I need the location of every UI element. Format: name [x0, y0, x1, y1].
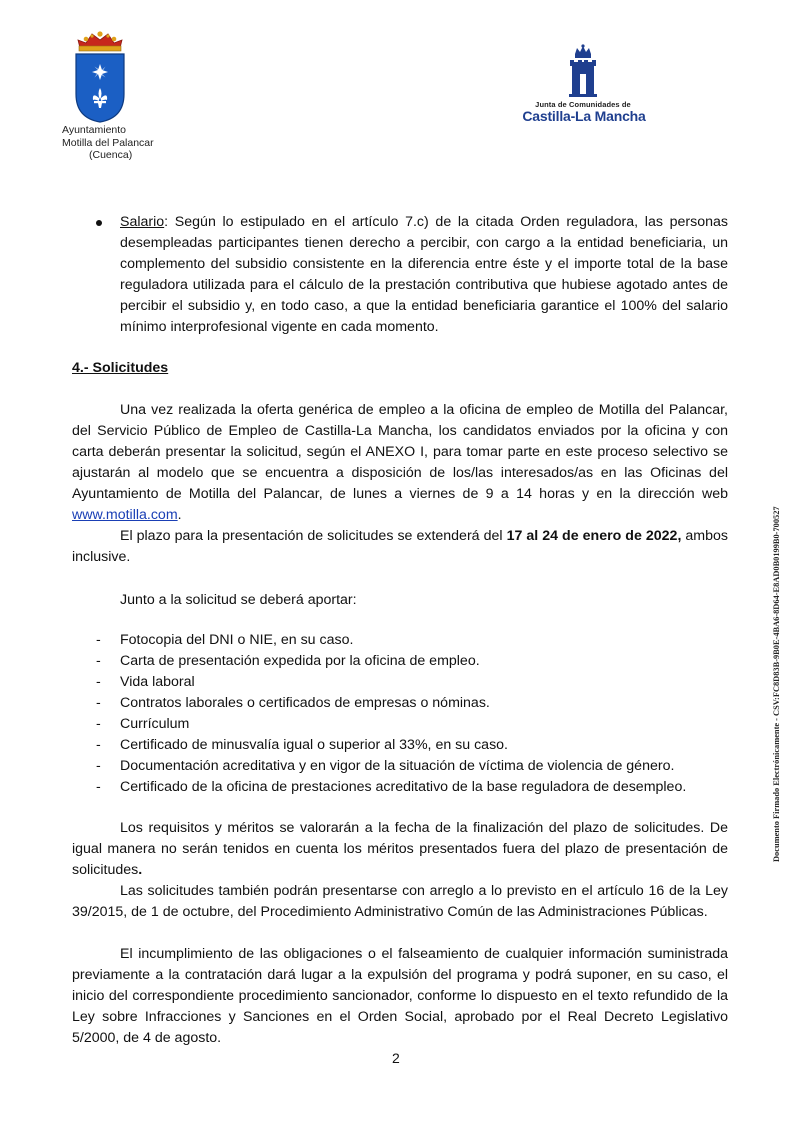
salario-bullet [96, 212, 728, 338]
municipality-line2: Motilla del Palancar [62, 136, 154, 149]
paragraph-oferta [72, 400, 728, 526]
jccm-emblem-logo [566, 44, 600, 100]
page-number: 2 [392, 1050, 400, 1066]
paragraph-requisitos-end: . [138, 862, 143, 878]
paragraph-requisitos-text: Los requisitos y méritos se valorarán a la fecha de la finalización del plazo de solicitudes. De igual manera no serán tenidos en cuenta los méritos presentados fuera del plazo de presentación de solicitudes [72, 820, 728, 878]
electronic-signature-stamp: Documento Firmado Electrónicamente - CSV:FC8D83B-9B0E-4BA6-8D64-E8AD0B0199B0-700527 [772, 506, 781, 862]
list-item: - Currículum [96, 716, 190, 732]
deadline-dates: 17 al 24 de enero de 2022, [506, 528, 682, 544]
salario-label: Salario [120, 214, 165, 230]
municipality-line3: (Cuenca) [89, 149, 133, 161]
jccm-caption-title: Castilla-La Mancha [522, 108, 646, 124]
paragraph-incumplimiento: El incumplimiento de las obligaciones o el falseamiento de cualquier información suministrada previamente a la contratación dará lugar a la expulsión del programa y podrá suponer, en su caso, el inicio del correspondiente procedimiento sancionador, conforme lo dispuesto en el texto refundido de la Ley sobre Infracciones y Sanciones en el Orden Social, aprobado por el Real Decreto Legislativo 5/2000, de 4 de agosto. [72, 946, 728, 1046]
list-item: - Certificado de la oficina de prestaciones acreditativo de la base reguladora de desempleo. [96, 779, 687, 795]
list-item: - Documentación acreditativa y en vigor de la situación de víctima de violencia de género. [96, 758, 675, 774]
paragraph-plazo-pre: El plazo para la presentación de solicitudes se extenderá del [120, 528, 507, 544]
paragraph-oferta-end: . [177, 507, 182, 523]
salario-text: : Según lo estipulado en el artículo 7.c) de la citada Orden reguladora, las personas desempleadas participantes tienen derecho a percibir, con cargo a la entidad beneficiaria, un complemento del subsidio consistente en la diferencia entre éste y el importe total de la base reguladora utilizada para el cálculo de la prestación contributiva que hubiese agotado antes de percibir el subsidio y, en todo caso, a que la entidad beneficiaria garantice el 100% del salario mínimo interprofesional vigente en cada momento. [120, 214, 728, 335]
paragraph-plazo [72, 526, 728, 568]
list-item: - Contratos laborales o certificados de empresas o nóminas. [96, 695, 490, 711]
list-item: - Fotocopia del DNI o NIE, en su caso. [96, 632, 354, 648]
list-item: - Carta de presentación expedida por la oficina de empleo. [96, 653, 480, 669]
list-item: - Certificado de minusvalía igual o superior al 33%, en su caso. [96, 737, 509, 753]
website-link[interactable]: www.motilla.com [72, 507, 178, 523]
municipality-line1: Ayuntamiento [62, 124, 127, 136]
jccm-caption-small: Junta de Comunidades de [535, 100, 631, 109]
salario-paragraph [120, 212, 728, 338]
paragraph-requisitos [72, 818, 728, 881]
paragraph-oferta-text: Una vez realizada la oferta genérica de empleo a la oficina de empleo de Motilla del Palancar, del Servicio Público de Empleo de Castilla-La Mancha, los candidatos enviados por la oficina y con carta deberán presentar la solicitud, según el ANEXO I, para tomar parte en este proceso selectivo se ajustarán al modelo que se encuentra a disposición de los/las interesados/as en las Oficinas del Ayuntamiento de Motilla del Palancar, de lunes a viernes de 9 a 14 horas y en la dirección web [72, 402, 728, 502]
paragraph-plazo-post: ambos inclusive. [72, 528, 729, 565]
section-heading: 4.- Solicitudes [72, 360, 169, 376]
required-documents-list [96, 630, 716, 798]
list-item: - Vida laboral [96, 674, 195, 690]
paragraph-ley: Las solicitudes también podrán presentarse con arreglo a lo previsto en el artículo 16 de la Ley 39/2015, de 1 de octubre, del Procedimiento Administrativo Común de las Administraciones Públicas. [72, 883, 728, 920]
coat-of-arms-logo [72, 28, 128, 124]
bullet-icon [96, 220, 102, 226]
paragraph-aportar: Junto a la solicitud se deberá aportar: [120, 592, 357, 608]
municipality-caption [62, 124, 182, 162]
